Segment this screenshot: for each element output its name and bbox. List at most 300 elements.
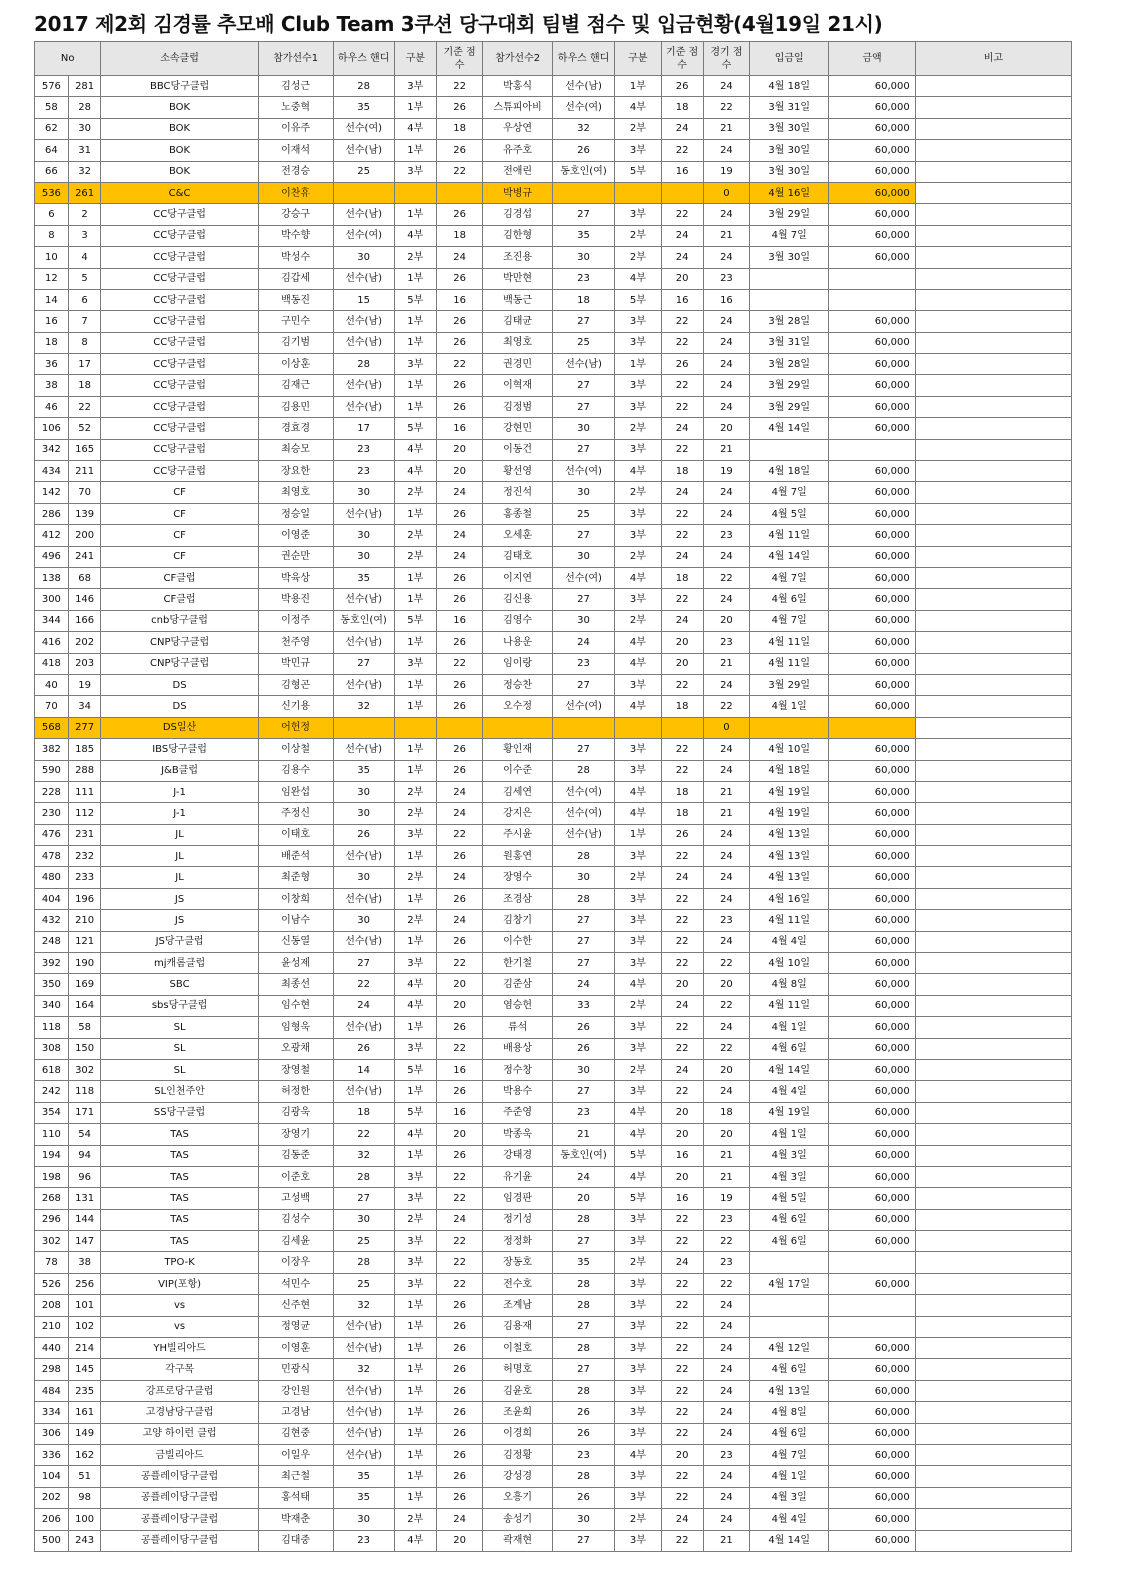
cell-house-handicap-1: 선수(남) (333, 332, 394, 353)
cell-no: 302 (35, 1231, 69, 1252)
cell-amount: 60,000 (829, 803, 916, 824)
table-row (35, 632, 1072, 653)
cell-player1: 김갑세 (258, 268, 333, 289)
cell-division-2: 4부 (615, 567, 661, 588)
cell-house-handicap-1: 28 (333, 1166, 394, 1187)
cell-team-no: 68 (68, 567, 101, 588)
table-row (35, 1059, 1072, 1080)
cell-division-2: 1부 (615, 354, 661, 375)
cell-amount: 60,000 (829, 1166, 916, 1187)
cell-game-score: 24 (703, 674, 749, 695)
cell-base-score-1: 24 (436, 482, 482, 503)
cell-team-no: 28 (68, 97, 101, 118)
cell-team-no: 261 (68, 182, 101, 203)
cell-game-score: 24 (703, 1402, 749, 1423)
cell-base-score-2: 22 (661, 1231, 703, 1252)
cell-player1: 강승구 (258, 204, 333, 225)
cell-no: 296 (35, 1209, 69, 1230)
header-division-2: 구분 (615, 42, 661, 76)
header-club: 소속클럽 (101, 42, 258, 76)
cell-base-score-2: 22 (661, 1466, 703, 1487)
cell-house-handicap-2: 26 (552, 1402, 614, 1423)
cell-division-1: 2부 (394, 803, 436, 824)
cell-game-score: 20 (703, 1059, 749, 1080)
table-row (35, 1487, 1072, 1508)
cell-game-score: 23 (703, 1209, 749, 1230)
cell-division-1: 2부 (394, 247, 436, 268)
cell-team-no: 196 (68, 888, 101, 909)
cell-base-score-2: 26 (661, 354, 703, 375)
cell-club: CC당구클럽 (101, 354, 258, 375)
table-row (35, 1124, 1072, 1145)
table-row (35, 311, 1072, 332)
cell-deposit-date: 4월 7일 (750, 482, 829, 503)
cell-deposit-date: 4월 5일 (750, 503, 829, 524)
cell-house-handicap-2: 28 (552, 846, 614, 867)
cell-game-score: 22 (703, 1273, 749, 1294)
cell-base-score-1: 16 (436, 1059, 482, 1080)
cell-no: 230 (35, 803, 69, 824)
cell-club: 공플레이당구클럽 (101, 1509, 258, 1530)
cell-team-no: 102 (68, 1316, 101, 1337)
cell-game-score: 24 (703, 589, 749, 610)
table-row (35, 824, 1072, 845)
cell-player2: 박홍식 (483, 76, 553, 97)
cell-team-no: 121 (68, 931, 101, 952)
cell-base-score-1: 22 (436, 1231, 482, 1252)
cell-base-score-1: 20 (436, 995, 482, 1016)
team-score-table (34, 41, 1072, 1552)
cell-house-handicap-2: 27 (552, 931, 614, 952)
cell-division-2: 2부 (615, 995, 661, 1016)
cell-base-score-2: 20 (661, 1166, 703, 1187)
cell-division-1: 5부 (394, 418, 436, 439)
cell-game-score: 24 (703, 931, 749, 952)
cell-player1: 신기용 (258, 696, 333, 717)
cell-base-score-2: 24 (661, 418, 703, 439)
cell-team-no: 5 (68, 268, 101, 289)
cell-no: 106 (35, 418, 69, 439)
cell-game-score: 24 (703, 1017, 749, 1038)
cell-division-2: 3부 (615, 1316, 661, 1337)
cell-club: JS당구클럽 (101, 931, 258, 952)
cell-base-score-1: 26 (436, 1359, 482, 1380)
cell-division-2: 3부 (615, 589, 661, 610)
cell-remarks (915, 632, 1071, 653)
cell-game-score: 24 (703, 311, 749, 332)
cell-deposit-date: 4월 19일 (750, 1102, 829, 1123)
cell-amount: 60,000 (829, 1231, 916, 1252)
cell-base-score-2: 22 (661, 1402, 703, 1423)
cell-division-2: 3부 (615, 1466, 661, 1487)
cell-amount: 60,000 (829, 1017, 916, 1038)
cell-amount: 60,000 (829, 1380, 916, 1401)
cell-division-1: 1부 (394, 1402, 436, 1423)
cell-game-score: 20 (703, 974, 749, 995)
cell-base-score-2: 22 (661, 1316, 703, 1337)
cell-team-no: 277 (68, 717, 101, 738)
cell-deposit-date: 4월 16일 (750, 888, 829, 909)
cell-remarks (915, 503, 1071, 524)
cell-division-1 (394, 717, 436, 738)
cell-amount: 60,000 (829, 396, 916, 417)
cell-deposit-date: 3월 30일 (750, 140, 829, 161)
cell-house-handicap-2: 선수(남) (552, 354, 614, 375)
cell-house-handicap-1: 32 (333, 696, 394, 717)
cell-remarks (915, 247, 1071, 268)
cell-base-score-2: 22 (661, 760, 703, 781)
cell-base-score-1: 26 (436, 1423, 482, 1444)
cell-amount: 60,000 (829, 1145, 916, 1166)
cell-division-1: 2부 (394, 1509, 436, 1530)
cell-player2: 이수준 (483, 760, 553, 781)
cell-deposit-date: 3월 28일 (750, 354, 829, 375)
cell-player2: 김영수 (483, 610, 553, 631)
cell-team-no: 101 (68, 1295, 101, 1316)
cell-deposit-date (750, 289, 829, 310)
cell-player1: 주정신 (258, 803, 333, 824)
header-base-score-1: 기준 점수 (436, 42, 482, 76)
table-row (35, 525, 1072, 546)
cell-game-score: 24 (703, 332, 749, 353)
cell-team-no: 139 (68, 503, 101, 524)
cell-base-score-2: 18 (661, 461, 703, 482)
cell-base-score-1: 20 (436, 974, 482, 995)
cell-base-score-1: 22 (436, 1273, 482, 1294)
cell-deposit-date: 3월 31일 (750, 332, 829, 353)
cell-amount: 60,000 (829, 696, 916, 717)
cell-player1: 장영철 (258, 1059, 333, 1080)
cell-division-2: 4부 (615, 1124, 661, 1145)
cell-player2: 임경판 (483, 1188, 553, 1209)
cell-house-handicap-2: 28 (552, 888, 614, 909)
cell-division-1: 1부 (394, 632, 436, 653)
cell-no: 392 (35, 953, 69, 974)
cell-no: 476 (35, 824, 69, 845)
cell-player2: 김윤호 (483, 1380, 553, 1401)
cell-base-score-1: 26 (436, 268, 482, 289)
cell-player1: 최종선 (258, 974, 333, 995)
cell-club: CF (101, 503, 258, 524)
cell-base-score-2: 22 (661, 1038, 703, 1059)
cell-remarks (915, 354, 1071, 375)
cell-club: cnb당구클럽 (101, 610, 258, 631)
cell-amount: 60,000 (829, 1209, 916, 1230)
cell-player1: 김재근 (258, 375, 333, 396)
cell-deposit-date (750, 717, 829, 738)
cell-house-handicap-1: 26 (333, 824, 394, 845)
header-remarks: 비고 (915, 42, 1071, 76)
cell-base-score-2: 22 (661, 888, 703, 909)
cell-house-handicap-2: 27 (552, 739, 614, 760)
cell-base-score-2: 24 (661, 867, 703, 888)
cell-no: 10 (35, 247, 69, 268)
cell-team-no: 144 (68, 1209, 101, 1230)
cell-base-score-1: 26 (436, 1295, 482, 1316)
cell-team-no: 241 (68, 546, 101, 567)
cell-team-no: 302 (68, 1059, 101, 1080)
table-row (35, 931, 1072, 952)
cell-player2: 백동근 (483, 289, 553, 310)
cell-club: VIP(포항) (101, 1273, 258, 1294)
cell-remarks (915, 118, 1071, 139)
cell-house-handicap-1: 선수(남) (333, 739, 394, 760)
cell-house-handicap-1: 30 (333, 803, 394, 824)
cell-base-score-2 (661, 717, 703, 738)
cell-house-handicap-1: 18 (333, 1102, 394, 1123)
cell-player1: 어헌정 (258, 717, 333, 738)
cell-division-1: 4부 (394, 118, 436, 139)
cell-no: 14 (35, 289, 69, 310)
cell-game-score: 24 (703, 247, 749, 268)
table-row (35, 1166, 1072, 1187)
cell-player1: 천주영 (258, 632, 333, 653)
cell-division-2: 2부 (615, 867, 661, 888)
cell-house-handicap-1: 30 (333, 1209, 394, 1230)
cell-player1: 석민수 (258, 1273, 333, 1294)
cell-division-2: 4부 (615, 1102, 661, 1123)
cell-base-score-2: 22 (661, 589, 703, 610)
cell-division-2: 3부 (615, 760, 661, 781)
cell-division-1: 1부 (394, 1445, 436, 1466)
cell-team-no: 18 (68, 375, 101, 396)
cell-player2: 이경희 (483, 1423, 553, 1444)
cell-team-no: 164 (68, 995, 101, 1016)
cell-game-score: 24 (703, 1359, 749, 1380)
cell-base-score-1: 26 (436, 846, 482, 867)
cell-house-handicap-2: 27 (552, 375, 614, 396)
cell-player1: 김형곤 (258, 674, 333, 695)
cell-house-handicap-1: 선수(남) (333, 396, 394, 417)
cell-house-handicap-2: 26 (552, 1017, 614, 1038)
cell-amount: 60,000 (829, 1359, 916, 1380)
cell-club: C&C (101, 182, 258, 203)
cell-house-handicap-1: 30 (333, 482, 394, 503)
cell-remarks (915, 482, 1071, 503)
cell-team-no: 200 (68, 525, 101, 546)
cell-division-1: 2부 (394, 525, 436, 546)
cell-base-score-2: 22 (661, 503, 703, 524)
cell-deposit-date: 4월 11일 (750, 910, 829, 931)
cell-no: 576 (35, 76, 69, 97)
cell-house-handicap-2 (552, 717, 614, 738)
cell-base-score-1: 26 (436, 311, 482, 332)
cell-deposit-date: 3월 29일 (750, 396, 829, 417)
cell-no: 40 (35, 674, 69, 695)
table-row (35, 482, 1072, 503)
cell-division-2: 4부 (615, 974, 661, 995)
cell-amount: 60,000 (829, 311, 916, 332)
cell-amount: 60,000 (829, 653, 916, 674)
cell-amount: 60,000 (829, 674, 916, 695)
cell-house-handicap-1: 25 (333, 161, 394, 182)
cell-amount: 60,000 (829, 418, 916, 439)
cell-base-score-1: 22 (436, 824, 482, 845)
cell-deposit-date: 4월 17일 (750, 1273, 829, 1294)
cell-base-score-2: 22 (661, 204, 703, 225)
cell-amount: 60,000 (829, 1338, 916, 1359)
cell-remarks (915, 1295, 1071, 1316)
cell-club: JS (101, 910, 258, 931)
cell-base-score-1: 26 (436, 1145, 482, 1166)
cell-club: CC당구클럽 (101, 418, 258, 439)
cell-player2: 김태균 (483, 311, 553, 332)
cell-house-handicap-2: 선수(남) (552, 824, 614, 845)
cell-amount: 60,000 (829, 161, 916, 182)
cell-deposit-date: 4월 1일 (750, 696, 829, 717)
cell-base-score-2: 22 (661, 332, 703, 353)
table-row (35, 781, 1072, 802)
cell-base-score-1: 26 (436, 503, 482, 524)
cell-house-handicap-2: 18 (552, 289, 614, 310)
cell-house-handicap-2: 27 (552, 1081, 614, 1102)
cell-game-score: 22 (703, 995, 749, 1016)
cell-player1: 김동준 (258, 1145, 333, 1166)
cell-house-handicap-1: 32 (333, 1359, 394, 1380)
cell-club: TAS (101, 1188, 258, 1209)
cell-no: 404 (35, 888, 69, 909)
cell-club: CC당구클럽 (101, 268, 258, 289)
cell-division-1: 3부 (394, 76, 436, 97)
cell-deposit-date: 4월 1일 (750, 1466, 829, 1487)
table-row (35, 1017, 1072, 1038)
cell-base-score-2: 26 (661, 824, 703, 845)
cell-house-handicap-2: 28 (552, 1380, 614, 1401)
cell-deposit-date: 4월 4일 (750, 931, 829, 952)
cell-base-score-1: 26 (436, 332, 482, 353)
cell-base-score-2: 24 (661, 610, 703, 631)
cell-game-score: 24 (703, 846, 749, 867)
cell-house-handicap-2: 27 (552, 589, 614, 610)
table-row (35, 1102, 1072, 1123)
cell-team-no: 32 (68, 161, 101, 182)
cell-player2: 송성기 (483, 1509, 553, 1530)
cell-game-score: 21 (703, 1166, 749, 1187)
cell-deposit-date: 4월 14일 (750, 1530, 829, 1551)
cell-team-no: 165 (68, 439, 101, 460)
cell-amount: 60,000 (829, 910, 916, 931)
cell-deposit-date: 4월 13일 (750, 846, 829, 867)
cell-remarks (915, 461, 1071, 482)
cell-player2: 김한형 (483, 225, 553, 246)
cell-team-no: 166 (68, 610, 101, 631)
cell-player1: 박수향 (258, 225, 333, 246)
cell-team-no: 19 (68, 674, 101, 695)
cell-club: JL (101, 846, 258, 867)
cell-player2: 조경삼 (483, 888, 553, 909)
cell-amount: 60,000 (829, 461, 916, 482)
cell-amount: 60,000 (829, 953, 916, 974)
cell-remarks (915, 931, 1071, 952)
cell-no: 242 (35, 1081, 69, 1102)
cell-player2: 정승찬 (483, 674, 553, 695)
cell-base-score-2: 22 (661, 910, 703, 931)
cell-no: 194 (35, 1145, 69, 1166)
cell-division-1: 5부 (394, 610, 436, 631)
cell-remarks (915, 1188, 1071, 1209)
cell-base-score-1: 22 (436, 1252, 482, 1273)
cell-division-1: 1부 (394, 1487, 436, 1508)
cell-base-score-1: 24 (436, 1209, 482, 1230)
cell-remarks (915, 439, 1071, 460)
cell-house-handicap-1: 선수(남) (333, 1081, 394, 1102)
cell-remarks (915, 1081, 1071, 1102)
cell-division-1: 1부 (394, 140, 436, 161)
cell-player2: 박용수 (483, 1081, 553, 1102)
cell-division-1: 3부 (394, 953, 436, 974)
cell-club: SL (101, 1059, 258, 1080)
cell-house-handicap-1: 선수(여) (333, 225, 394, 246)
cell-player2: 나용운 (483, 632, 553, 653)
cell-base-score-1: 20 (436, 1124, 482, 1145)
cell-game-score: 22 (703, 1038, 749, 1059)
cell-house-handicap-2: 28 (552, 1338, 614, 1359)
cell-deposit-date: 3월 30일 (750, 118, 829, 139)
cell-deposit-date: 4월 10일 (750, 739, 829, 760)
cell-amount: 60,000 (829, 503, 916, 524)
cell-player2: 배용상 (483, 1038, 553, 1059)
cell-house-handicap-2: 30 (552, 247, 614, 268)
table-row (35, 1402, 1072, 1423)
cell-house-handicap-1: 선수(남) (333, 674, 394, 695)
cell-remarks (915, 161, 1071, 182)
cell-division-2: 3부 (615, 503, 661, 524)
cell-division-1: 4부 (394, 439, 436, 460)
cell-player2: 전애린 (483, 161, 553, 182)
cell-base-score-1: 22 (436, 1166, 482, 1187)
table-row (35, 1530, 1072, 1551)
cell-base-score-2: 24 (661, 1059, 703, 1080)
table-row (35, 332, 1072, 353)
cell-remarks (915, 760, 1071, 781)
cell-base-score-2: 22 (661, 674, 703, 695)
cell-remarks (915, 289, 1071, 310)
cell-amount: 60,000 (829, 846, 916, 867)
cell-amount: 60,000 (829, 610, 916, 631)
cell-remarks (915, 717, 1071, 738)
cell-division-2: 3부 (615, 311, 661, 332)
cell-player1: 노중혁 (258, 97, 333, 118)
cell-house-handicap-1 (333, 182, 394, 203)
cell-player1: 이상훈 (258, 354, 333, 375)
cell-house-handicap-2: 27 (552, 396, 614, 417)
cell-base-score-1: 24 (436, 910, 482, 931)
cell-game-score: 22 (703, 97, 749, 118)
cell-house-handicap-2: 28 (552, 760, 614, 781)
cell-team-no: 30 (68, 118, 101, 139)
cell-remarks (915, 1102, 1071, 1123)
cell-division-2: 2부 (615, 482, 661, 503)
cell-player2: 이수한 (483, 931, 553, 952)
cell-player2: 김정범 (483, 396, 553, 417)
cell-team-no: 31 (68, 140, 101, 161)
cell-division-1: 1부 (394, 589, 436, 610)
cell-division-1: 2부 (394, 482, 436, 503)
cell-player1: 이정주 (258, 610, 333, 631)
cell-division-2: 3부 (615, 1487, 661, 1508)
cell-house-handicap-1: 선수(남) (333, 1316, 394, 1337)
cell-team-no: 150 (68, 1038, 101, 1059)
cell-deposit-date: 4월 3일 (750, 1145, 829, 1166)
cell-player2: 이혁재 (483, 375, 553, 396)
cell-remarks (915, 1338, 1071, 1359)
cell-house-handicap-1: 선수(남) (333, 931, 394, 952)
cell-amount: 60,000 (829, 781, 916, 802)
cell-game-score: 22 (703, 1231, 749, 1252)
cell-house-handicap-2: 30 (552, 1509, 614, 1530)
cell-amount: 60,000 (829, 632, 916, 653)
cell-club: J-1 (101, 803, 258, 824)
